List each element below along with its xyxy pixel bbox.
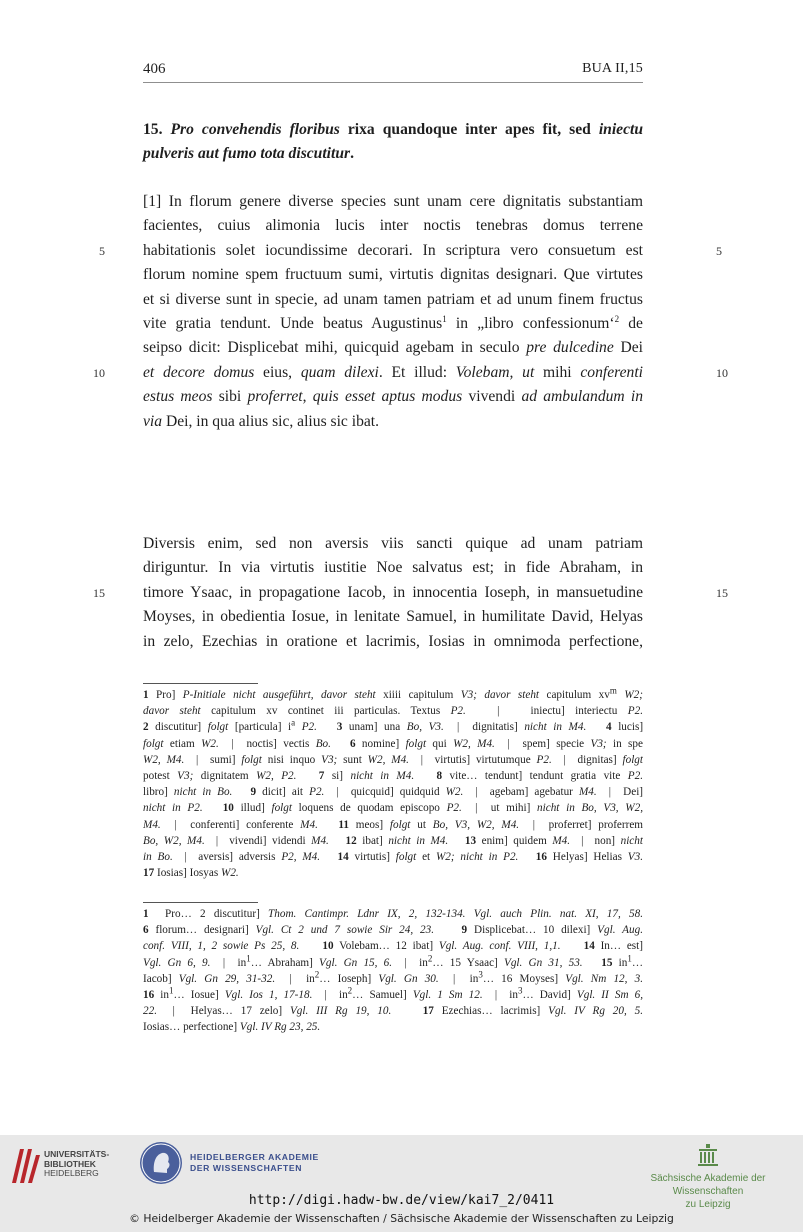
chapter-number: 15.	[143, 121, 163, 138]
sources-line: Vgl. Gn 6, 9. | $in^1\dots$ Abraham] Vgl. Gn 15, 6. | $in^2\dots$ 15 Ysaac] Vgl. Gn 31, 53. 15 $in^1\dots$	[143, 954, 643, 969]
sources-line: Iosias… perfectione] Vgl. IV Rg 23, 25.	[143, 1021, 321, 1034]
university-library-logo-text: UNIVERSITÄTS- BIBLIOTHEK HEIDELBERG	[44, 1149, 110, 1178]
page-number: 406	[143, 61, 166, 77]
apparatus-line: potest V3; dignitatem W2, P2. 7 si] nicht in M4. 8 vite… tendunt] tendunt gratia vite P2.	[143, 769, 643, 782]
sources-apparatus	[143, 906, 643, 1036]
chapter-title: 15. Pro convehendis floribus rixa quandoque inter apes fit, sed iniectu pulveris aut fumo tota discutitur.	[143, 121, 643, 162]
sources-line: conf. VIII, 1, 2 sowie Ps 25, 8. 10 Volebam… 12 ibat] Vgl. Aug. conf. VIII, 1,1. 14 In… est]	[143, 940, 643, 953]
footnote-ref: 2	[614, 313, 620, 324]
apparatus-line: libro] nicht in Bo. 9 dicit] ait P2. | quicquid] quidquid W2. | agebam] agebatur M4. | Dei]	[143, 786, 643, 799]
apparatus-line: 2 discutitur] folgt [particula] $i^a$ P2. 3 unam] una Bo, V3. | dignitatis] nicht in M4. 4 lucis]	[143, 719, 643, 734]
copyright-notice: © Heidelberger Akademie der Wissenschaften / Sächsische Akademie der Wissenschaften zu Leipzig	[129, 1212, 674, 1225]
main-text-paragraph: [1] In florum genere diverse species sunt unam cere dignitatis substantiam facientes, cuius alimonia lucis inter noctis tenebras domus terrene habitationis solet iocundissime decorari. In scriptura vero consuetum est florum nomine spem fructuum sumi, virtutis dignitas designari. Que virtutes et si diverse sunt in specie, ad unam tamen patriam et ad unum finem fructus vite gratia tendunt. Unde beatus Augustinus$^1$ in „libro confessionum‘$^2$ de seipso dicit: Displicebat mihi, quicquid agebam in seculo pre dulcedine Dei et decore domus eius, quam dilexi. Et illud: Volebam, ut mihi conferenti estus meos sibi proferret, quis esset aptus modus vivendi ad ambulandum in via Dei, in qua alius sic, alius sic ibat.	[143, 193, 643, 430]
academy-head-seal	[140, 1142, 182, 1184]
sources-line: 22. | Helyas… 17 zelo] Vgl. III Rg 19, 10. 17 Ezechias… lacrimis] Vgl. IV Rg 20, 5.	[143, 1005, 643, 1018]
apparatus-line: folgt etiam W2. | noctis] vectis Bo. 6 nomine] folgt qui W2, M4. | spem] specie V3; in spe	[143, 737, 643, 750]
saxon-academy-building-icon	[697, 1144, 719, 1166]
line-number-left: 5	[99, 244, 105, 258]
book-reference: BUA II,15	[582, 61, 643, 76]
sources-line: 16 $in^1\dots$ Iosue] Vgl. Ios 1, 17-18. | $in^2\dots$ Samuel] Vgl. 1 Sm 12. | $in^3\dots$ David] Vgl. II Sm 6,	[143, 986, 643, 1001]
apparatus-line: in Bo. | aversis] adversis P2, M4. 14 virtutis] folgt et W2; nicht in P2. 16 Helyas] Helias V3.	[143, 850, 643, 863]
apparatus-line: Bo, W2, M4. | vivendi] videndi M4. 12 ibat] nicht in M4. 13 enim] quidem M4. | non] nicht	[143, 834, 643, 847]
line-number-right: 10	[716, 366, 728, 380]
line-number-right: 15	[716, 586, 728, 600]
apparatus-line: W2, M4. | sumi] folgt nisi inquo V3; sunt W2, M4. | virtutis] virtutumque P2. | dignitas] folgt	[143, 753, 643, 766]
critical-apparatus	[143, 687, 643, 881]
apparatus-divider	[143, 683, 258, 684]
sources-line: 1 Pro… 2 discutitur] Thom. Cantimpr. Ldnr IX, 2, 132-134. Vgl. auch Plin. nat. XI, 17, 58.	[143, 908, 643, 920]
saxon-academy-logo-text: Sächsische Akademie der Wissenschaften zu Leipzig	[650, 1173, 766, 1210]
apparatus-line: 17 Iosias] Iosyas W2.	[143, 867, 239, 880]
apparatus-line: M4. | conferenti] conferente M4. 11 meos] folgt ut Bo, V3, W2, M4. | proferret] proferrem	[143, 818, 643, 831]
apparatus-line: davor steht capitulum xv continet iii particulas. Textus P2. | iniectu] interiectu P2.	[143, 705, 643, 718]
permalink-url[interactable]: http://digi.hadw-bw.de/view/kai7_2/0411	[248, 1193, 555, 1208]
line-number-left: 10	[93, 366, 105, 380]
apparatus-line: 1 Pro] P-Initiale nicht ausgeführt, davor steht xiiii capitulum V3; davor steht capitulum $xv^m$ W2;	[143, 687, 643, 701]
line-number-left: 15	[93, 586, 105, 600]
sources-line: 6 florum… designari] Vgl. Ct 2 und 7 sowie Sir 24, 23. 9 Displicebat… 10 dilexi] Vgl. Aug.	[143, 924, 643, 937]
main-text-paragraph: Diversis enim, sed non aversis viis sancti quique ad unam patriam diriguntur. In via virtutis iustitie Noe salvatus est; in fide Abraham, in timore Ysaac, in propagatione Iacob, in innocentia Ioseph, in mansuetudine Moyses, in obedientia Iosue, in lenitate Samuel, in humilitate David, Helyas in zelo, Ezechias in oratione et lacrimis, Iosias in omnimoda perfectione,	[143, 535, 643, 650]
page-header	[143, 60, 643, 83]
line-number-right: 5	[716, 244, 722, 258]
sources-line: Iacob] Vgl. Gn 29, 31-32. | $in^2\dots$ Ioseph] Vgl. Gn 30. | $in^3\dots$ 16 Moyses] Vgl. Nm 12, 3.	[143, 970, 643, 985]
sources-divider	[143, 902, 258, 903]
heidelberg-academy-logo-text: HEIDELBERGER AKADEMIE DER WISSENSCHAFTEN	[190, 1152, 319, 1173]
footnote-ref: 1	[442, 313, 447, 324]
apparatus-line: nicht in P2. 10 illud] folgt loquens de quodam episcopo P2. | ut mihi] nicht in Bo, V3, W2,	[143, 802, 643, 815]
